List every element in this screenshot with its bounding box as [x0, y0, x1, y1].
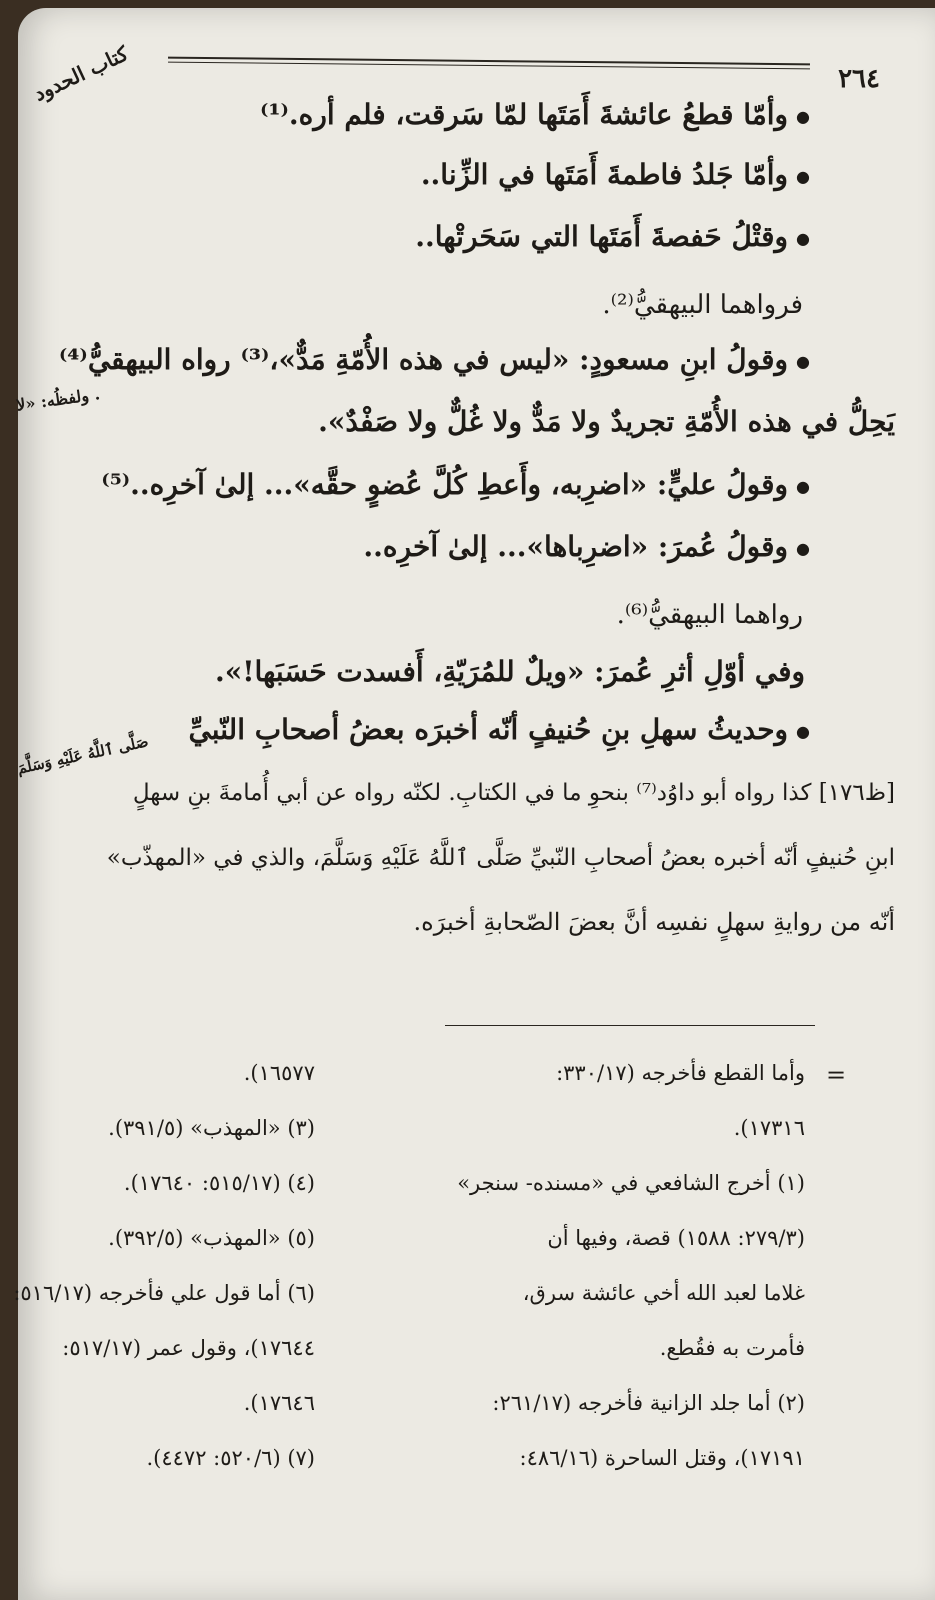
text-line: رواهما البيهقيُّ⁽⁶⁾. [616, 600, 803, 630]
footnote-separator [445, 1025, 815, 1026]
text-line: ابنِ حُنيفٍ أنّه أخبره بعضُ أصحابِ النّبيِّ صَلَّى ٱللَّهُ عَلَيْهِ وَسَلَّمَ، والذي في «المهذّب» [106, 845, 895, 871]
text-line: ● وقولُ عُمرَ: «اضرِباها»... إلىٰ آخرِه.. [363, 530, 810, 563]
footnote-line: (٧) (٥٢٠/٦: ٤٤٧٢). [146, 1446, 315, 1470]
text-line: أنّه من روايةِ سهلٍ نفسِه أنَّ بعضَ الصّحابةِ أخبرَه. [413, 908, 895, 936]
text-line: ● وقولُ ابنِ مسعودٍ: «ليس في هذه الأُمّةِ مَدٌّ»،⁽³⁾ رواه البيهقيُّ⁽⁴⁾ [59, 343, 810, 376]
footnote-line: فأمرت به فقُطع. [659, 1336, 805, 1360]
footnote-line: (١) أخرج الشافعي في «مسنده- سنجر» [457, 1171, 805, 1195]
footnote-line: (٦) أما قول علي فأخرجه (٥١٦/١٧: [13, 1281, 315, 1305]
text-line: [ظ١٧٦] كذا رواه أبو داوُد⁽⁷⁾ بنحوِ ما في الكتابِ. لكنّه رواه عن أبي أُمامةَ بنِ سهلٍ [132, 780, 895, 806]
footnote-line: (٢٧٩/٣: ١٥٨٨) قصة، وفيها أن [547, 1226, 805, 1250]
margin-note: . ولفظُه: «لا [15, 384, 102, 415]
footnote-line: وأما القطع فأخرجه (٣٣٠/١٧: [556, 1061, 805, 1085]
footnote-line: ١٧٦٤٦). [243, 1391, 315, 1415]
page-number: ٢٦٤ [838, 64, 880, 94]
text-line: فرواهما البيهقيُّ⁽²⁾. [602, 290, 803, 320]
footnote-line: غلاما لعبد الله أخي عائشة سرق، [522, 1281, 805, 1305]
text-line: ● وحديثُ سهلِ بنِ حُنيفٍ أنّه أخبرَه بعضُ أصحابِ النّبيِّ [188, 713, 810, 746]
footnote-line: (٢) أما جلد الزانية فأخرجه (٢٦١/١٧: [492, 1391, 805, 1415]
text-line: ● وأمّا قطعُ عائشةَ أَمَتَها لمّا سَرقت، فلم أره.⁽¹⁾ [260, 98, 810, 131]
text-line: يَحِلُّ في هذه الأُمّةِ تجريدٌ ولا مَدٌّ ولا غُلٌّ ولا صَفْدٌ». [318, 405, 895, 438]
text-line: ● وقتْلُ حَفصةَ أَمَتَها التي سَحَرتْها.. [415, 220, 810, 253]
running-title: كتاب الحدود [30, 41, 132, 106]
continuation-mark: = [826, 1061, 847, 1089]
salawat-glyph: صَلَّى ٱللَّهُ عَلَيْهِ وَسَلَّمَ [15, 732, 150, 778]
text-line: ● وأمّا جَلدُ فاطمةَ أَمَتَها في الزِّنا.. [421, 158, 810, 191]
footnote-line: ١٧٣١٦). [733, 1116, 805, 1140]
footnote-line: ١٧١٩١)، وقتل الساحرة (٤٨٦/١٦: [519, 1446, 805, 1470]
footnote-line: (٥) «المهذب» (٣٩٢/٥). [108, 1226, 315, 1250]
book-page [13, 8, 935, 1600]
footnote-line: ١٦٥٧٧). [243, 1061, 315, 1085]
page-header [168, 50, 880, 94]
text-line: ● وقولُ عليٍّ: «اضرِبه، وأَعطِ كُلَّ عُضوٍ حقَّه»... إلىٰ آخرِه..⁽⁵⁾ [101, 468, 810, 501]
footnote-line: (٣) «المهذب» (٣٩١/٥). [108, 1116, 315, 1140]
text-line: وفي أوّلِ أثرِ عُمرَ: «ويلٌ للمُرَيّةِ، أَفسدت حَسَبَها!». [214, 655, 805, 688]
footnote-line: ١٧٦٤٤)، وقول عمر (٥١٧/١٧: [62, 1336, 315, 1360]
footnote-line: (٤) (٥١٥/١٧: ١٧٦٤٠). [123, 1171, 315, 1195]
